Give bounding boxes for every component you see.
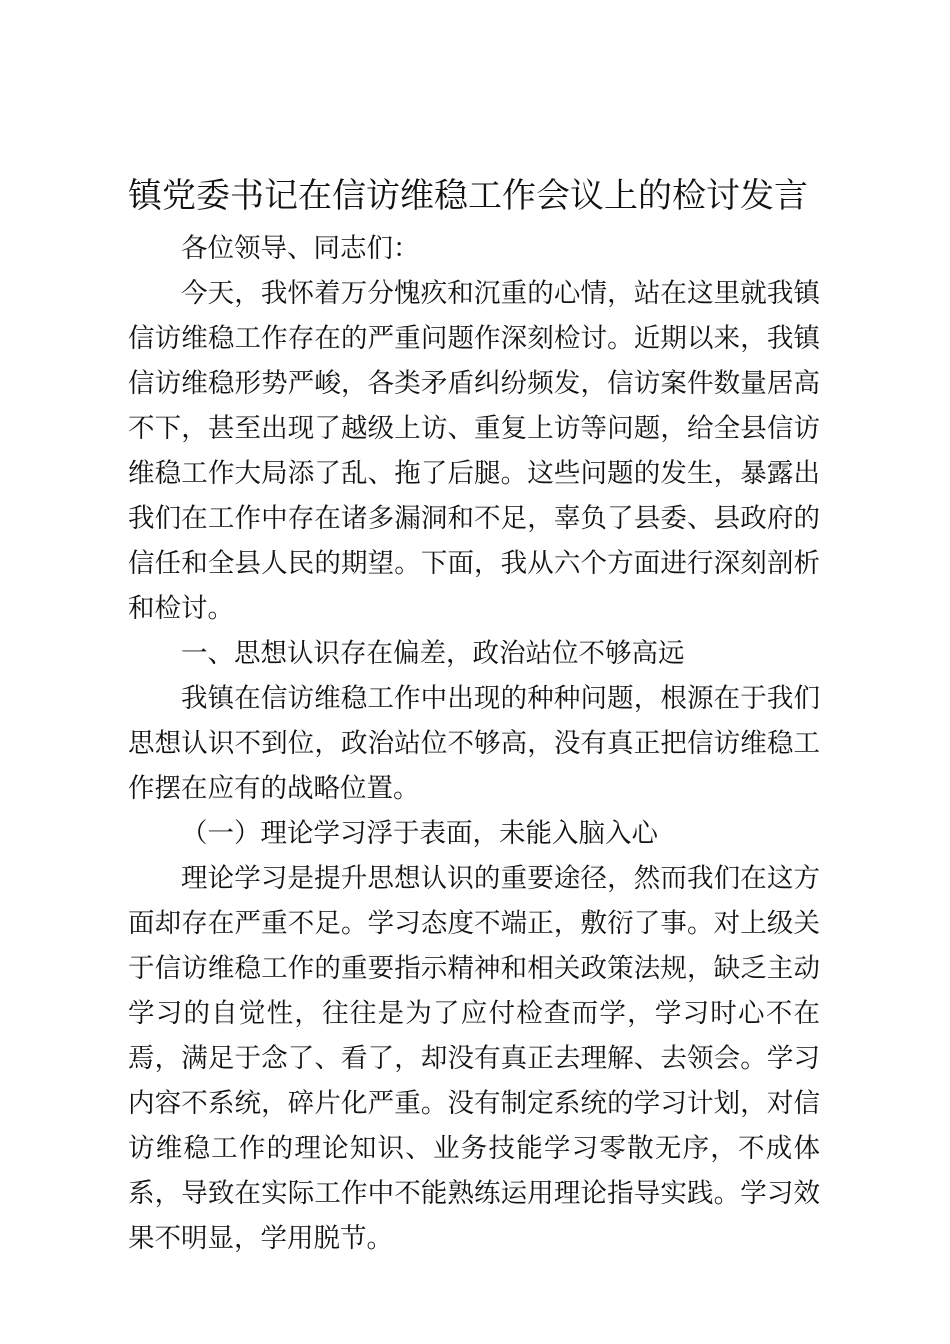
salutation: 各位领导、同志们： bbox=[181, 233, 420, 264]
subsection-heading-1: （一）理论学习浮于表面，未能入脑入心 bbox=[181, 818, 658, 849]
intro-paragraph: 今天，我怀着万分愧疚和沉重的心情，站在这里就我镇信访维稳工作存在的严重问题作深刻检讨。近期以来，我镇信访维稳形势严峻，各类矛盾纠纷频发，信访案件数量居高不下，甚至出现了越级上访、重复上访等问题，给全县信访维稳工作大局添了乱、拖了后腿。这些问题的发生，暴露出我们在工作中存在诸多漏洞和不足，辜负了县委、县政府的信任和全县人民的期望。下面，我从六个方面进行深刻剖析和检讨。 bbox=[128, 278, 820, 624]
subsection-1-paragraph: 理论学习是提升思想认识的重要途径，然而我们在这方面却存在严重不足。学习态度不端正，敷衍了事。对上级关于信访维稳工作的重要指示精神和相关政策法规，缺乏主动学习的自觉性，往往是为了应付检查而学，学习时心不在焉，满足于念了、看了，却没有真正去理解、去领会。学习内容不系统，碎片化严重。没有制定系统的学习计划，对信访维稳工作的理论知识、业务技能学习零散无序，不成体系，导致在实际工作中不能熟练运用理论指导实践。学习效果不明显，学用脱节。 bbox=[128, 863, 820, 1254]
section-1-paragraph: 我镇在信访维稳工作中出现的种种问题，根源在于我们思想认识不到位，政治站位不够高，没有真正把信访维稳工作摆在应有的战略位置。 bbox=[128, 683, 820, 804]
document-page bbox=[128, 170, 820, 1261]
document-title: 镇党委书记在信访维稳工作会议上的检讨发言 bbox=[128, 176, 808, 216]
section-heading-1: 一、思想认识存在偏差，政治站位不够高远 bbox=[181, 638, 685, 669]
